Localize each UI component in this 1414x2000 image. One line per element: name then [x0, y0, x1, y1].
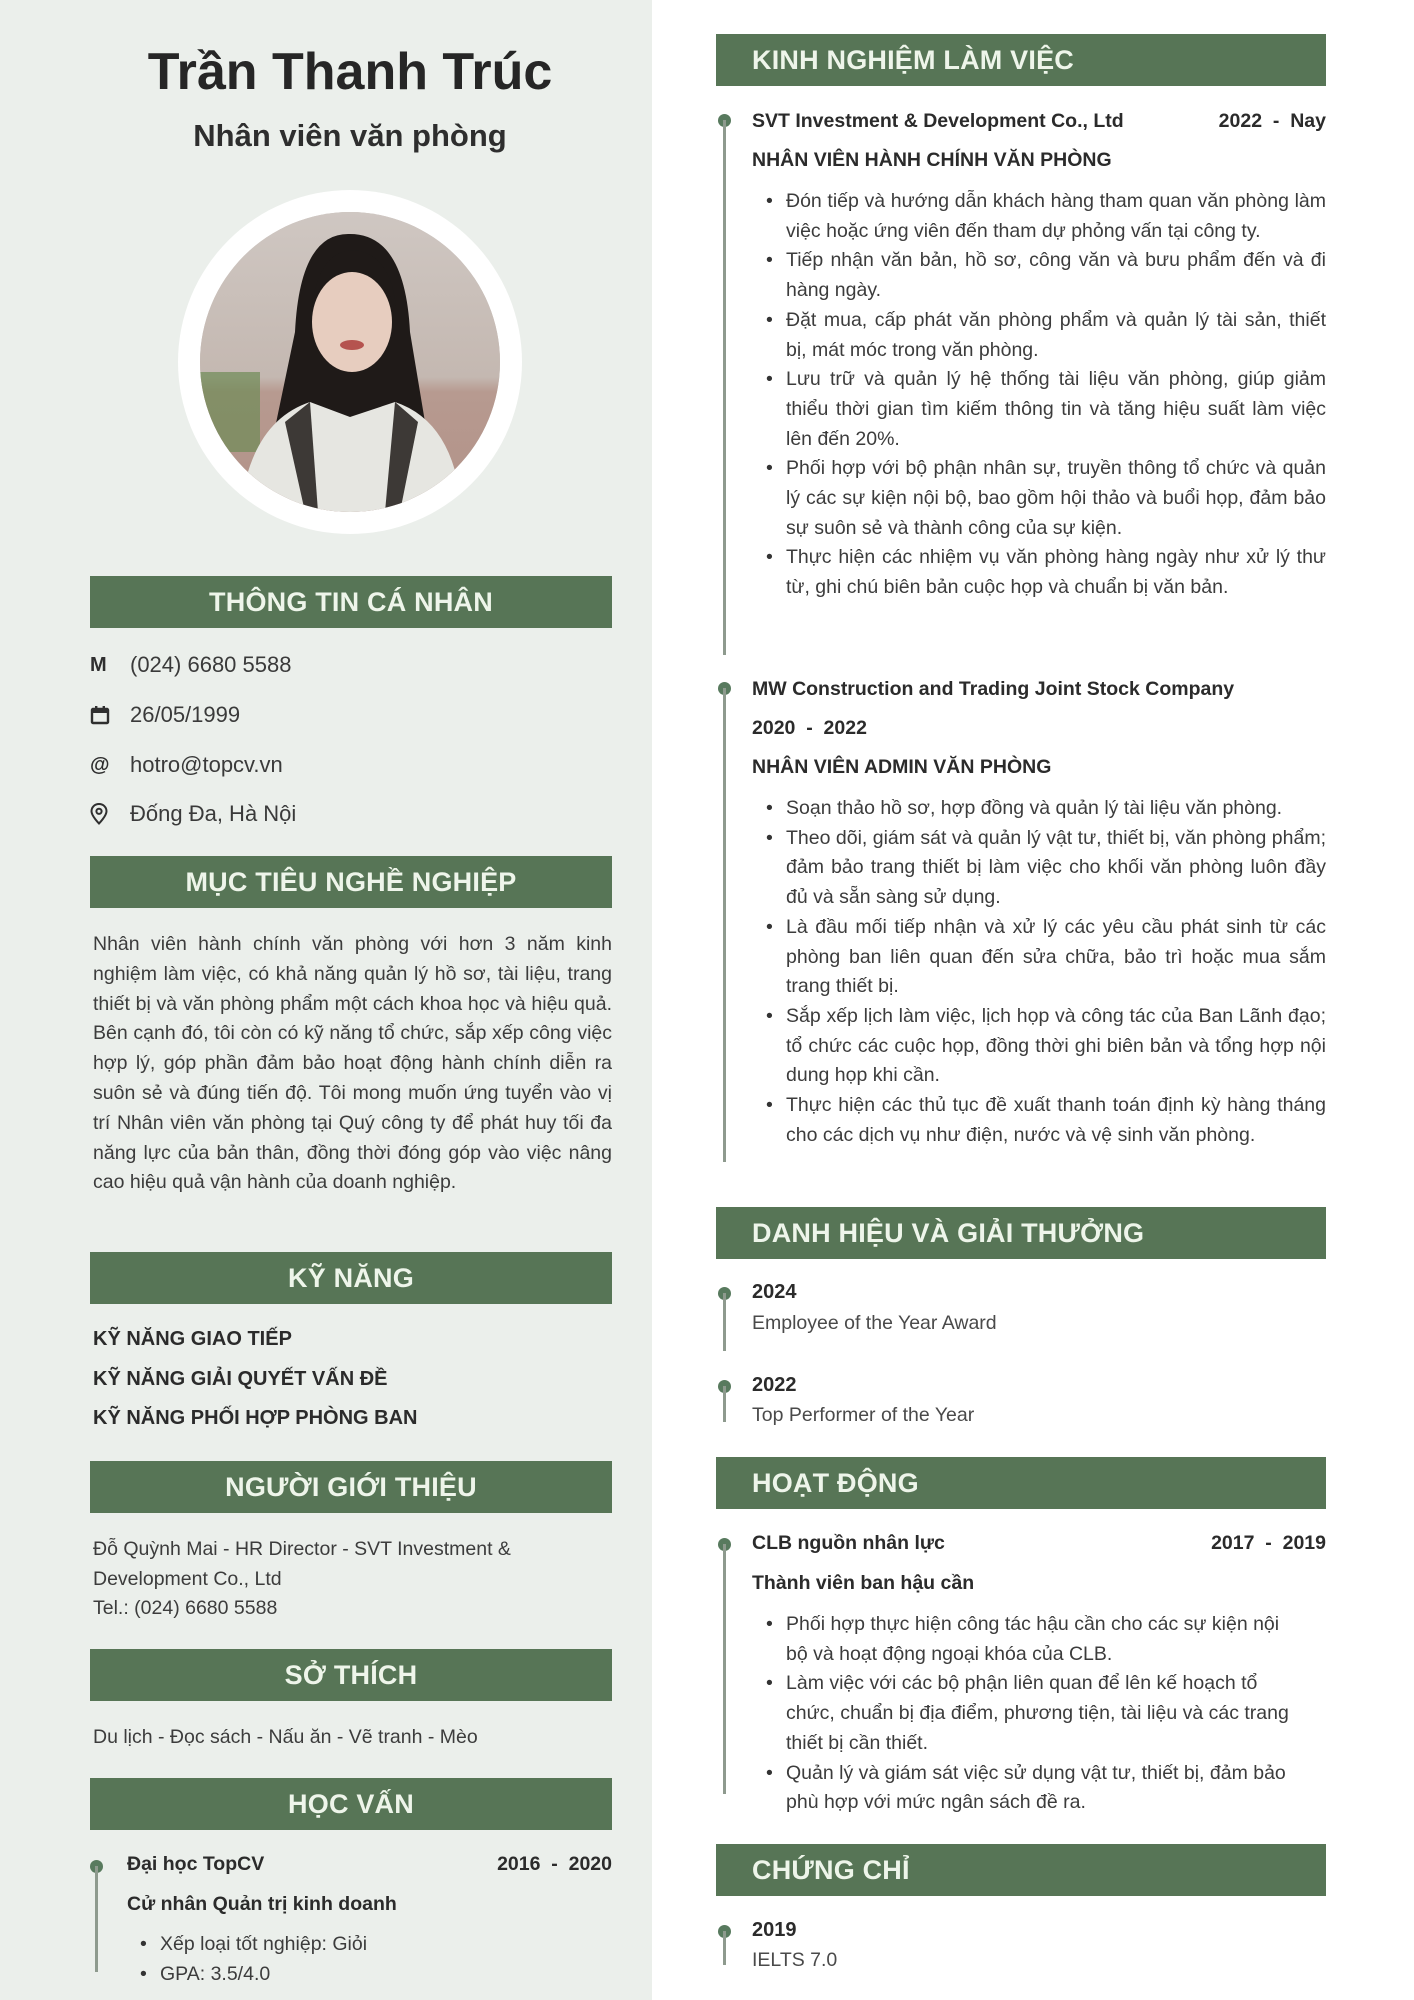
experience-role: NHÂN VIÊN ADMIN VĂN PHÒNG: [752, 756, 1052, 778]
education-period: 2016 - 2020: [497, 1853, 612, 1875]
avatar-photo-icon: [200, 212, 500, 512]
reference-line: Development Co., Ltd: [93, 1568, 282, 1590]
experience-bullet: • Phối hợp với bộ phận nhân sự, truyền thông tổ chức và quản lý các sự kiện nội bộ, bao gồm hội thảo và buổi họp, đảm bảo sự suôn sẻ và thành công của sự kiện.: [762, 454, 1326, 543]
activity-bullet: • Quản lý và giám sát việc sử dụng vật tư, thiết bị, đảm bảo phù hợp với mức ngân sách đề ra.: [762, 1759, 1306, 1818]
experience-bullet: • Thực hiện các nhiệm vụ văn phòng hàng ngày như xử lý thư từ, ghi chú biên bản cuộc họp và chuẩn bị văn bản.: [762, 543, 1326, 602]
experience-bullet: • Tiếp nhận văn bản, hồ sơ, công văn và bưu phẩm đến và đi hàng ngày.: [762, 246, 1326, 305]
timeline-line: [723, 1544, 726, 1794]
timeline-line: [723, 1386, 726, 1422]
candidate-name: Trần Thanh Trúc: [147, 43, 553, 101]
reference-phone: Tel.: (024) 6680 5588: [93, 1597, 278, 1619]
section-header-education: HỌC VẤN: [90, 1778, 612, 1830]
timeline-line: [723, 120, 726, 655]
award-year: 2022: [752, 1374, 797, 1396]
experience-bullet: • Thực hiện các thủ tục đề xuất thanh toán định kỳ hàng tháng cho các dịch vụ như điện, nước và vệ sinh văn phòng.: [762, 1091, 1326, 1150]
reference-line: Đỗ Quỳnh Mai - HR Director - SVT Investment &: [93, 1538, 511, 1560]
activity-bullet: • Làm việc với các bộ phận liên quan để lên kế hoạch tổ chức, chuẩn bị địa điểm, phương tiện, tài liệu và các trang thiết bị cần thiết.: [762, 1669, 1306, 1758]
section-header-objective: MỤC TIÊU NGHỀ NGHIỆP: [90, 856, 612, 908]
experience-period: 2022 - Nay: [1218, 110, 1326, 132]
award-name: Top Performer of the Year: [752, 1404, 975, 1426]
email-value: hotro@topcv.vn: [130, 752, 283, 777]
activity-period: 2017 - 2019: [1211, 1532, 1326, 1554]
experience-bullet: • Là đầu mối tiếp nhận và xử lý các yêu cầu phát sinh từ các phòng ban liên quan đến sửa chữa, bảo trì hoặc mua sắm trang thiết bị.: [762, 913, 1326, 1002]
skill-item: KỸ NĂNG GIẢI QUYẾT VẤN ĐỀ: [93, 1368, 388, 1390]
phone-value: (024) 6680 5588: [130, 652, 292, 677]
activity-role: Thành viên ban hậu cần: [752, 1572, 975, 1594]
contact-birthdate: [90, 700, 240, 730]
experience-bullets: [762, 794, 1326, 1150]
activity-bullets: [762, 1610, 1306, 1818]
birthdate-value: 26/05/1999: [130, 702, 241, 727]
experience-bullet: • Soạn thảo hồ sơ, hợp đồng và quản lý tài liệu văn phòng.: [762, 794, 1326, 824]
skill-item: KỸ NĂNG PHỐI HỢP PHÒNG BAN: [93, 1407, 418, 1429]
award-year: 2024: [752, 1281, 797, 1303]
education-school: Đại học TopCV: [127, 1853, 265, 1875]
timeline-line: [95, 1866, 98, 1972]
avatar: [200, 212, 500, 512]
education-detail: • GPA: 3.5/4.0: [136, 1960, 612, 1990]
experience-bullets: [762, 187, 1326, 603]
address-value: Đống Đa, Hà Nội: [130, 801, 297, 826]
activity-bullet: • Phối hợp thực hiện công tác hậu cần cho các sự kiện nội bộ và hoạt động ngoại khóa của CLB.: [762, 1610, 1306, 1669]
section-header-skills: KỸ NĂNG: [90, 1252, 612, 1304]
calendar-icon: [90, 705, 130, 725]
location-icon: [90, 803, 130, 825]
contact-email: [90, 750, 283, 780]
section-header-certificates: CHỨNG CHỈ: [716, 1844, 1326, 1896]
experience-company: SVT Investment & Development Co., Ltd: [752, 110, 1124, 132]
experience-period: 2020 - 2022: [752, 717, 867, 739]
objective-text: Nhân viên hành chính văn phòng với hơn 3 năm kinh nghiệm làm việc, có khả năng quản lý hồ sơ, tài liệu, trang thiết bị và văn phòng phẩm một cách khoa học và hiệu quả. Bên cạnh đó, tôi còn có kỹ năng tổ chức, sắp xếp công việc hợp lý, góp phần đảm bảo hoạt động hành chính diễn ra suôn sẻ và đúng tiến độ. Tôi mong muốn ứng tuyển vào vị trí Nhân viên văn phòng tại Quý công ty để phát huy tối đa năng lực của bản thân, đồng thời đóng góp vào việc nâng cao hiệu quả vận hành của doanh nghiệp.: [93, 933, 612, 1194]
section-header-references: NGƯỜI GIỚI THIỆU: [90, 1461, 612, 1513]
activity-org: CLB nguồn nhân lực: [752, 1532, 945, 1554]
timeline-line: [723, 688, 726, 1162]
section-header-hobbies: SỞ THÍCH: [90, 1649, 612, 1701]
certificate-name: IELTS 7.0: [752, 1949, 838, 1971]
candidate-title: Nhân viên văn phòng: [193, 118, 507, 153]
certificate-year: 2019: [752, 1919, 797, 1941]
timeline-line: [723, 1293, 726, 1351]
section-header-experience: KINH NGHIỆM LÀM VIỆC: [716, 34, 1326, 86]
contact-phone: [90, 650, 291, 680]
experience-role: NHÂN VIÊN HÀNH CHÍNH VĂN PHÒNG: [752, 149, 1112, 171]
award-name: Employee of the Year Award: [752, 1312, 997, 1334]
education-details: [136, 1930, 612, 1989]
hobbies-text: Du lịch - Đọc sách - Nấu ăn - Vẽ tranh - Mèo: [93, 1726, 478, 1748]
section-header-awards: DANH HIỆU VÀ GIẢI THƯỞNG: [716, 1207, 1326, 1259]
phone-icon: M: [90, 653, 107, 676]
section-header-personal-info: THÔNG TIN CÁ NHÂN: [90, 576, 612, 628]
experience-bullet: • Lưu trữ và quản lý hệ thống tài liệu văn phòng, giúp giảm thiểu thời gian tìm kiếm thông tin và tăng hiệu suất làm việc lên đến 20%.: [762, 365, 1326, 454]
email-icon: @: [90, 753, 110, 776]
experience-bullet: • Đón tiếp và hướng dẫn khách hàng tham quan văn phòng làm việc hoặc ứng viên đến tham dự phỏng vấn tại công ty.: [762, 187, 1326, 246]
experience-bullet: • Theo dõi, giám sát và quản lý vật tư, thiết bị, văn phòng phẩm; đảm bảo trang thiết bị làm việc cho khối văn phòng luôn đầy đủ và sẵn sàng sử dụng.: [762, 824, 1326, 913]
contact-address: [90, 799, 296, 829]
experience-company: MW Construction and Trading Joint Stock Company: [752, 678, 1235, 700]
timeline-line: [723, 1931, 726, 1965]
education-degree: Cử nhân Quản trị kinh doanh: [127, 1893, 397, 1915]
skill-item: KỸ NĂNG GIAO TIẾP: [93, 1328, 292, 1350]
education-detail: • Xếp loại tốt nghiệp: Giỏi: [136, 1930, 612, 1960]
section-header-activities: HOẠT ĐỘNG: [716, 1457, 1326, 1509]
experience-bullet: • Đặt mua, cấp phát văn phòng phẩm và quản lý tài sản, thiết bị, mát móc trong văn phòng.: [762, 306, 1326, 365]
experience-bullet: • Sắp xếp lịch làm việc, lịch họp và công tác của Ban Lãnh đạo; tổ chức các cuộc họp, đồng thời ghi biên bản và tổng hợp nội dung họp khi cần.: [762, 1002, 1326, 1091]
